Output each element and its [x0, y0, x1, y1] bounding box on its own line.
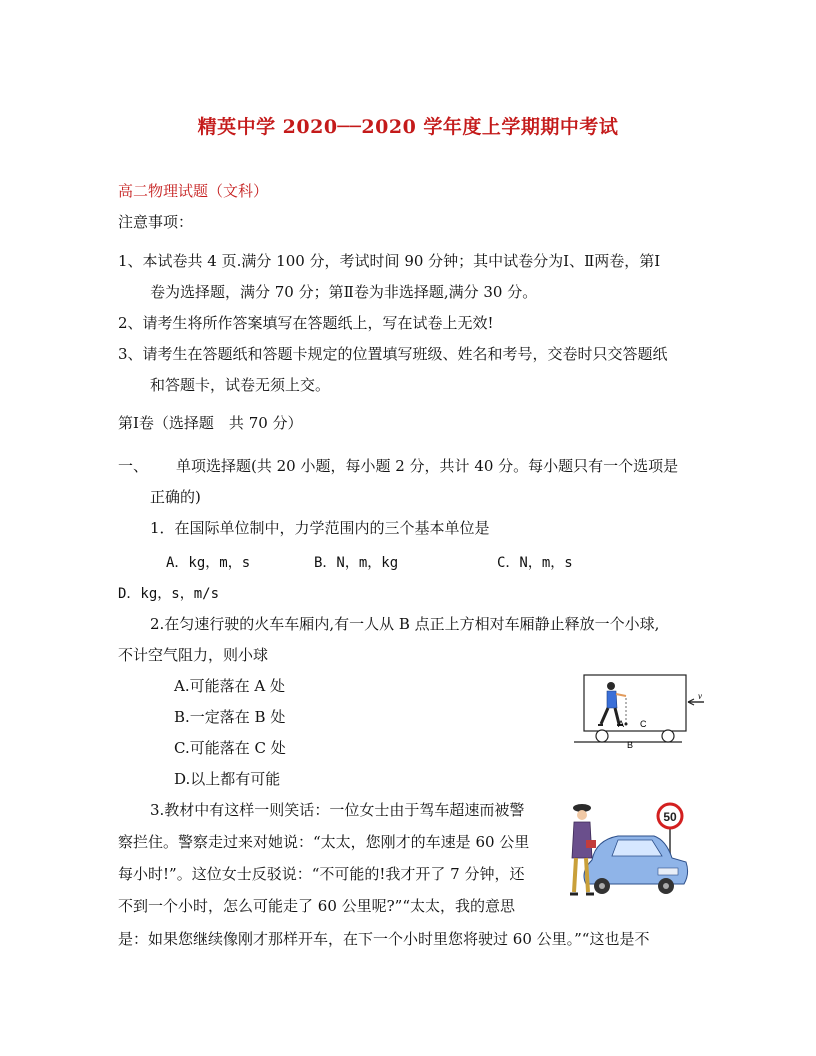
question-2-option-c: C.可能落在 C 处	[174, 739, 286, 757]
question-1-option-a: A．kg，m，s	[166, 555, 251, 571]
question-2-option-a: A.可能落在 A 处	[174, 677, 285, 695]
question-3-line-2: 察拦住。警察走过来对她说：“太太，您刚才的车速是 60 公里	[118, 833, 530, 851]
question-3-line-5: 是：如果您继续像刚才那样开车，在下一个小时里您将驶过 60 公里。”“这也是不	[118, 930, 650, 948]
label-c: C	[640, 719, 647, 729]
question-2-option-d: D.以上都有可能	[174, 770, 281, 788]
label-a: A	[618, 719, 625, 729]
police-car-figure	[566, 800, 696, 902]
question-1-stem: 1．在国际单位制中，力学范围内的三个基本单位是	[150, 519, 490, 537]
question-1-option-d: D．kg，s，m/s	[118, 586, 220, 602]
exam-subtitle: 高二物理试题（文科）	[118, 182, 269, 200]
part-one-instructions: 单项选择题(共 20 小题，每小题 2 分，共计 40 分。每小题只有一个选项是	[176, 457, 679, 475]
train-car-figure	[574, 672, 710, 750]
label-b: B	[627, 740, 634, 750]
notice-2: 2、请考生将所作答案填写在答题纸上，写在试卷上无效!	[118, 314, 494, 332]
part-one-instructions-cont: 正确的)	[150, 488, 201, 506]
wheel-left	[596, 730, 608, 742]
car-icon	[584, 836, 688, 894]
question-3-line-3: 每小时!”。这位女士反驳说：“不可能的!我才开了 7 分钟，还	[118, 865, 525, 883]
question-2-option-b: B.一定落在 B 处	[174, 708, 286, 726]
part-one-number: 一、	[118, 457, 149, 475]
notice-3-line-1: 3、请考生在答题纸和答题卡规定的位置填写班级、姓名和考号，交卷时只交答题纸	[118, 345, 668, 363]
label-v: v	[698, 691, 702, 701]
wheel-right	[662, 730, 674, 742]
question-3-line-1: 3.教材中有这样一则笑话：一位女士由于驾车超速而被警	[150, 801, 525, 819]
question-1-option-c: C．N，m，s	[497, 555, 573, 571]
notice-3-line-2: 和答题卡，试卷无须上交。	[150, 376, 331, 394]
question-2-line-2: 不计空气阻力，则小球	[118, 646, 269, 664]
question-2-line-1: 2.在匀速行驶的火车车厢内,有一人从 B 点正上方相对车厢静止释放一个小球,	[150, 615, 660, 633]
question-1-option-b: B．N，m，kg	[314, 555, 399, 571]
notice-heading: 注意事项：	[118, 213, 194, 231]
exam-title: 精英中学 2020──2020 学年度上学期期中考试	[197, 116, 619, 138]
notice-1-line-2: 卷为选择题，满分 70 分；第Ⅱ卷为非选择题,满分 30 分。	[150, 283, 538, 301]
speed-sign-text: 50	[663, 810, 677, 824]
question-3-line-4: 不到一个小时，怎么可能走了 60 公里呢?”“太太，我的意思	[118, 897, 516, 915]
train-car-body	[584, 675, 686, 731]
notice-1-line-1: 1、本试卷共 4 页.满分 100 分，考试时间 90 分钟；其中试卷分为Ⅰ、Ⅱ两卷，第Ⅰ	[118, 252, 661, 270]
section-heading: 第Ⅰ卷（选择题 共 70 分）	[118, 414, 303, 432]
ball	[625, 723, 628, 726]
